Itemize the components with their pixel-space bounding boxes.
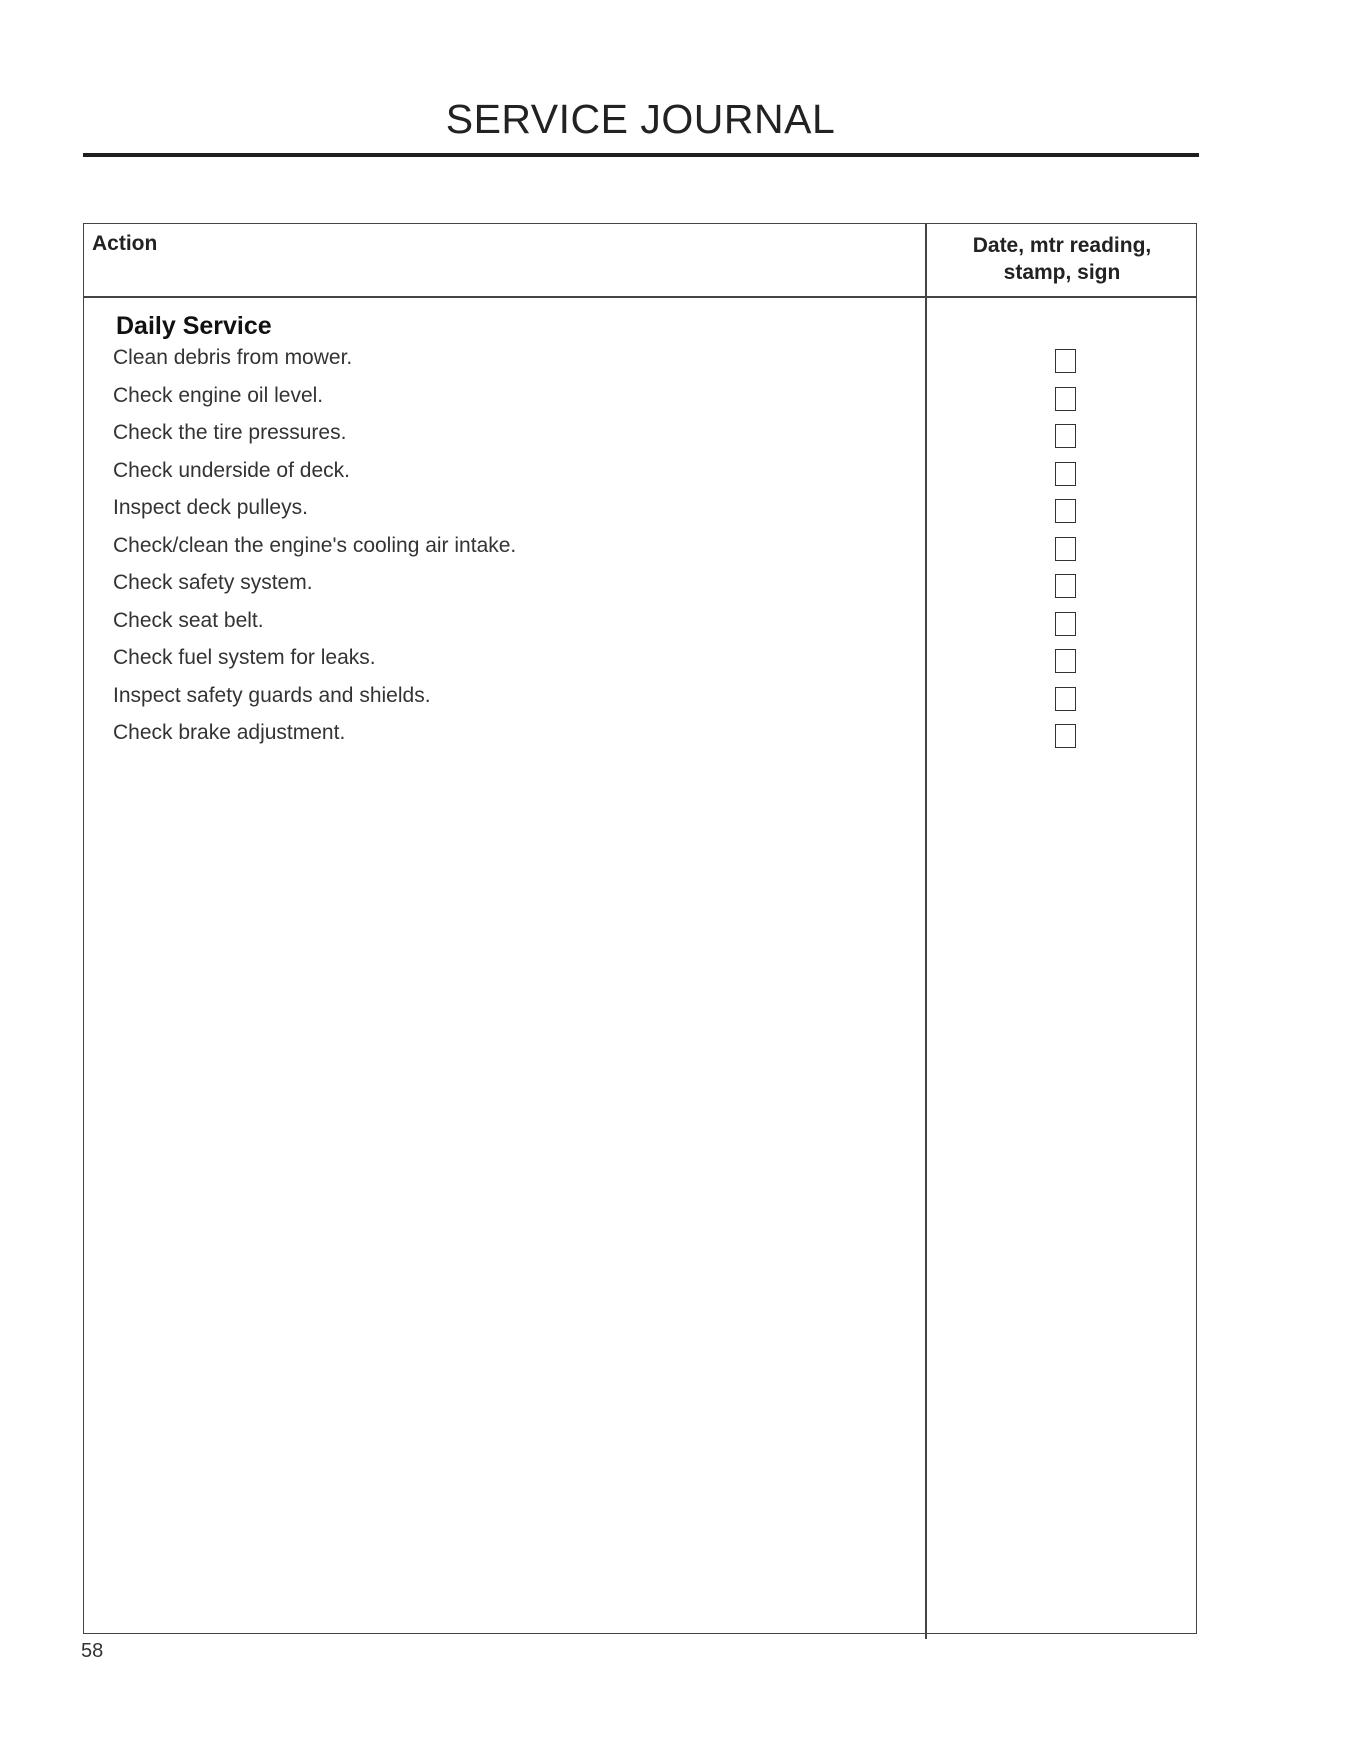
- column-header-date: [927, 232, 1197, 286]
- column-header-date-line: Date, mtr reading,: [972, 234, 1152, 257]
- task-label: Clean debris from mower.: [113, 346, 353, 369]
- task-checkbox[interactable]: [1055, 724, 1076, 748]
- task-checkbox[interactable]: [1055, 574, 1076, 598]
- task-checkbox[interactable]: [1055, 612, 1076, 636]
- task-checkbox[interactable]: [1055, 387, 1076, 411]
- task-label: Check engine oil level.: [113, 383, 324, 407]
- task-row: [84, 421, 1198, 459]
- task-row: [84, 459, 1198, 497]
- task-row: [84, 721, 1198, 759]
- task-row: [84, 384, 1198, 422]
- task-label: Inspect safety guards and shields.: [113, 683, 431, 707]
- task-row: [84, 646, 1198, 684]
- task-checkbox[interactable]: [1055, 349, 1076, 373]
- column-header-date-line: stamp, sign: [1003, 261, 1121, 284]
- task-label: Check safety system.: [113, 571, 313, 594]
- page-title: SERVICE JOURNAL: [445, 96, 836, 142]
- header-rule: [84, 296, 1196, 298]
- task-label: Check the tire pressures.: [113, 421, 347, 444]
- task-checkbox[interactable]: [1055, 499, 1076, 523]
- task-checkbox[interactable]: [1055, 537, 1076, 561]
- task-checkbox[interactable]: [1055, 462, 1076, 486]
- service-journal-table: [83, 223, 1197, 1634]
- task-label: Check seat belt.: [113, 608, 264, 632]
- task-row: [84, 571, 1198, 609]
- page-number: 58: [81, 1640, 104, 1662]
- task-row: [84, 496, 1198, 534]
- task-label: Check/clean the engine's cooling air intake.: [113, 533, 517, 557]
- column-header-action: Action: [92, 232, 158, 255]
- task-checkbox[interactable]: [1055, 687, 1076, 711]
- task-checkbox[interactable]: [1055, 424, 1076, 448]
- task-label: Check fuel system for leaks.: [113, 646, 376, 669]
- task-checkbox[interactable]: [1055, 649, 1076, 673]
- task-label: Check brake adjustment.: [113, 721, 346, 744]
- task-row: [84, 684, 1198, 722]
- section-title: Daily Service: [116, 312, 272, 340]
- task-row: [84, 534, 1198, 572]
- task-row: [84, 346, 1198, 384]
- task-row: [84, 609, 1198, 647]
- task-label: Check underside of deck.: [113, 458, 350, 482]
- title-rule: [83, 153, 1199, 157]
- task-label: Inspect deck pulleys.: [113, 496, 308, 519]
- task-list: [84, 346, 1198, 759]
